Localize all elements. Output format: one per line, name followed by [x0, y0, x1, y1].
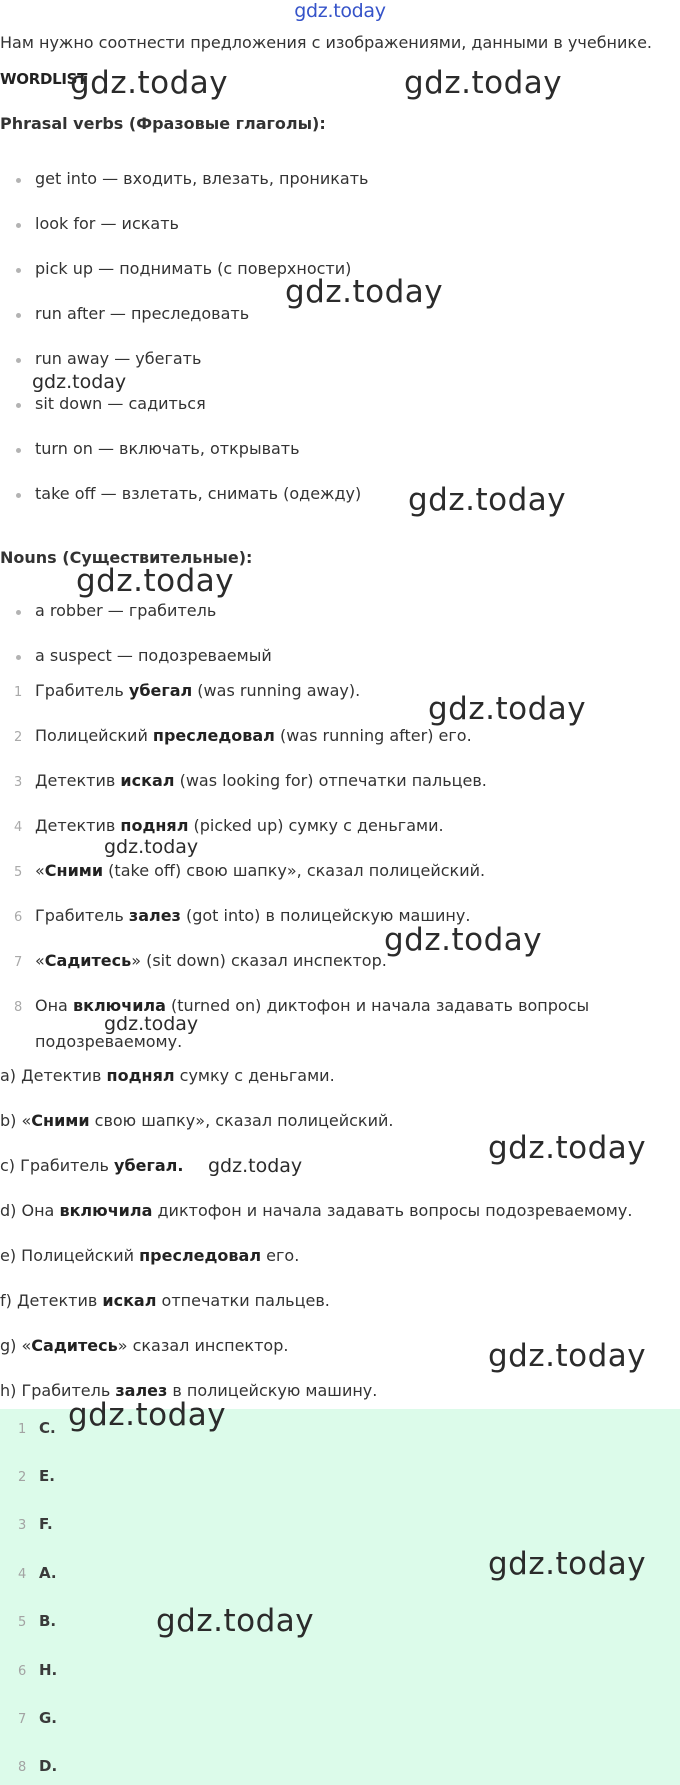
- picture-caption: a) Детектив поднял сумку с деньгами.: [0, 1066, 335, 1085]
- list-item: look for — искать: [16, 214, 179, 233]
- sentence-item: 4 Детектив поднял (picked up) сумку с деньгами.: [14, 816, 444, 835]
- answer-item: 2 E.: [18, 1467, 55, 1485]
- list-item: get into — входить, влезать, проникать: [16, 169, 368, 188]
- answer-item: 4 A.: [18, 1564, 57, 1582]
- sentence-item: 5 «Сними (take off) свою шапку», сказал полицейский.: [14, 861, 486, 880]
- watermark: gdz.today: [488, 1130, 647, 1166]
- sentence-item: 7 «Садитесь» (sit down) сказал инспектор.: [14, 951, 387, 970]
- watermark: gdz.today: [488, 1338, 647, 1374]
- list-item: sit down — садиться: [16, 394, 206, 413]
- answer-item: 1 C.: [18, 1419, 56, 1437]
- watermark: gdz.today: [70, 65, 229, 101]
- picture-caption: d) Она включила диктофон и начала задавать вопросы подозреваемому.: [0, 1201, 633, 1220]
- watermark: gdz.today: [488, 1546, 647, 1582]
- answers-panel: [0, 1409, 680, 1785]
- intro-text: Нам нужно соотнести предложения с изображениями, данными в учебнике.: [0, 33, 653, 52]
- list-item: pick up — поднимать (с поверхности): [16, 259, 351, 278]
- watermark: gdz.today: [104, 1013, 199, 1035]
- watermark: gdz.today: [408, 482, 567, 518]
- sentence-item: 2 Полицейский преследовал (was running after) его.: [14, 726, 472, 745]
- picture-caption: h) Грабитель залез в полицейскую машину.: [0, 1381, 378, 1400]
- watermark: gdz.today: [285, 274, 444, 310]
- wordlist-label: WORDLIST: [0, 70, 88, 88]
- list-item: turn on — включать, открывать: [16, 439, 300, 458]
- picture-caption: b) «Сними свою шапку», сказал полицейский.: [0, 1111, 394, 1130]
- watermark: gdz.today: [76, 563, 235, 599]
- phrasal-verbs-heading: Phrasal verbs (Фразовые глаголы):: [0, 114, 326, 133]
- list-item: run after — преследовать: [16, 304, 249, 323]
- sentence-item: 8 Она включила (turned on) диктофон и начала задавать вопросы: [14, 996, 590, 1015]
- watermark: gdz.today: [32, 371, 127, 393]
- answer-item: 7 G.: [18, 1709, 58, 1727]
- sentence-continuation: подозреваемому.: [35, 1032, 183, 1051]
- list-item: a suspect — подозреваемый: [16, 646, 272, 665]
- watermark: gdz.today: [104, 836, 199, 858]
- picture-caption: g) «Садитесь» сказал инспектор.: [0, 1336, 289, 1355]
- watermark: gdz.today: [384, 922, 543, 958]
- sentence-item: 1 Грабитель убегал (was running away).: [14, 681, 361, 700]
- list-item: a robber — грабитель: [16, 601, 216, 620]
- sentence-item: 6 Грабитель залез (got into) в полицейскую машину.: [14, 906, 471, 925]
- watermark: gdz.today: [68, 1397, 227, 1433]
- site-logo[interactable]: gdz.today: [294, 0, 386, 22]
- watermark: gdz.today: [156, 1603, 315, 1639]
- answer-item: 3 F.: [18, 1515, 53, 1533]
- picture-caption: f) Детектив искал отпечатки пальцев.: [0, 1291, 330, 1310]
- answer-item: 8 D.: [18, 1757, 58, 1775]
- watermark: gdz.today: [208, 1155, 303, 1177]
- list-item: run away — убегать: [16, 349, 201, 368]
- picture-caption: e) Полицейский преследовал его.: [0, 1246, 300, 1265]
- watermark: gdz.today: [404, 65, 563, 101]
- answer-item: 6 H.: [18, 1661, 58, 1679]
- nouns-heading: Nouns (Существительные):: [0, 548, 253, 567]
- picture-caption: c) Грабитель убегал.: [0, 1156, 184, 1175]
- sentence-item: 3 Детектив искал (was looking for) отпечатки пальцев.: [14, 771, 487, 790]
- answer-item: 5 B.: [18, 1612, 57, 1630]
- watermark: gdz.today: [428, 691, 587, 727]
- list-item: take off — взлетать, снимать (одежду): [16, 484, 361, 503]
